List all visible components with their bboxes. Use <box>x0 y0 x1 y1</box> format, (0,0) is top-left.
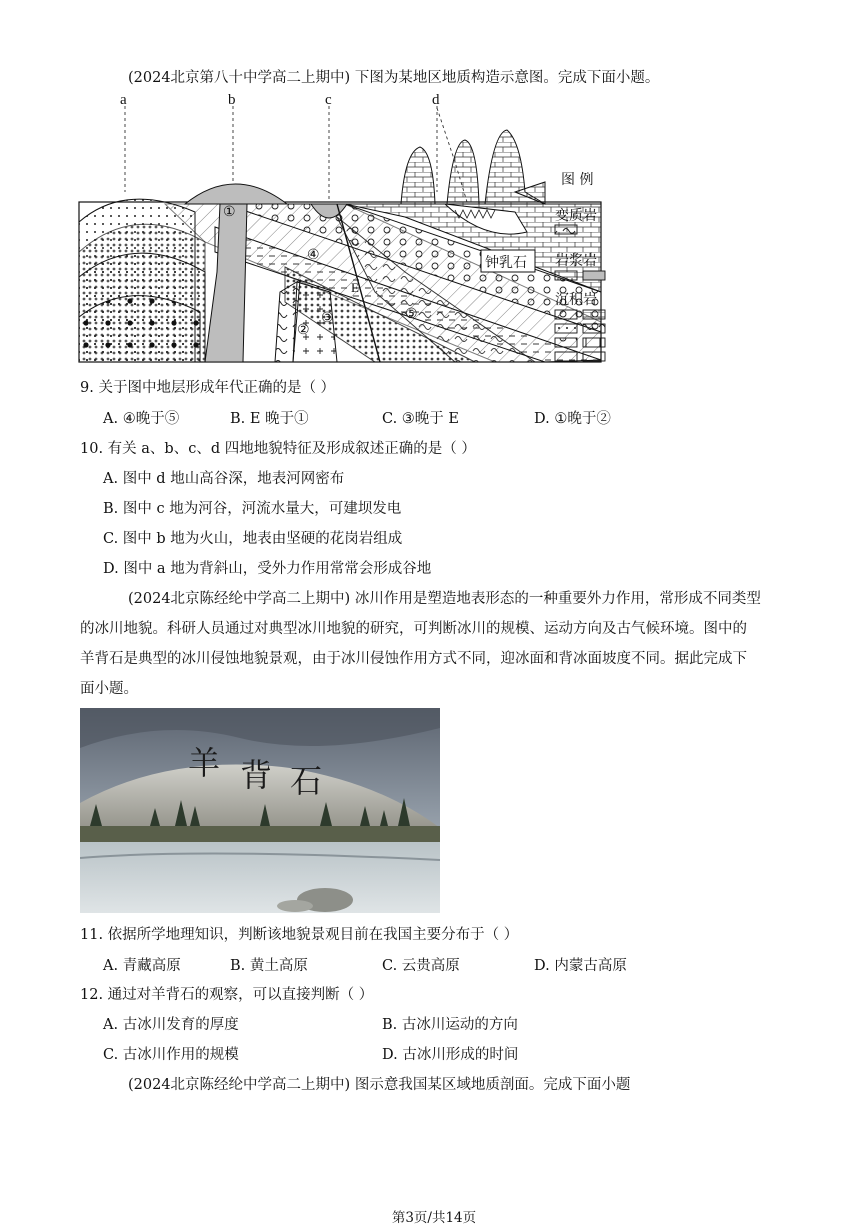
photo-title-char-3: 石 <box>290 762 323 800</box>
intro-question-set-2-line4: 面小题。 <box>80 681 138 697</box>
q10-option-a[interactable]: A. 图中 d 地山高谷深，地表河网密布 <box>103 471 345 487</box>
label-2: ② <box>297 323 310 338</box>
page-number-footer: 第3页/共14页 <box>391 1210 477 1226</box>
label-5: ⑤ <box>405 307 418 322</box>
legend-metamorphic: 变质岩 <box>555 208 597 224</box>
question-10-stem: 10. 有关 a、b、c、d 四地地貌特征及形成叙述正确的是（ ） <box>80 441 476 457</box>
label-1: ① <box>223 205 236 220</box>
label-3: ③ <box>321 311 334 326</box>
label-a: a <box>120 92 127 108</box>
q9-option-d[interactable]: D. ①晚于② <box>534 411 611 427</box>
q12-option-a[interactable]: A. 古冰川发育的厚度 <box>103 1017 239 1033</box>
geologic-structure-diagram <box>75 92 615 368</box>
legend-igneous: 岩浆岩 <box>555 253 597 269</box>
label-d: d <box>432 92 440 108</box>
question-11-stem: 11. 依据所学地理知识，判断该地貌景观目前在我国主要分布于（ ） <box>80 927 519 943</box>
label-stalactite: 钟乳石 <box>485 255 527 271</box>
label-e: E <box>351 280 359 295</box>
legend-title: 图 例 <box>561 172 594 188</box>
photo-title-char-2: 背 <box>240 756 273 794</box>
q12-option-c[interactable]: C. 古冰川作用的规模 <box>103 1047 239 1063</box>
q11-option-a[interactable]: A. 青藏高原 <box>103 958 181 974</box>
q12-option-d[interactable]: D. 古冰川形成的时间 <box>382 1047 519 1063</box>
q10-option-b[interactable]: B. 图中 c 地为河谷，河流水量大，可建坝发电 <box>103 501 402 517</box>
q9-option-c[interactable]: C. ③晚于 E <box>382 411 459 427</box>
intro-question-set-2-line1: (2024北京陈经纶中学高二上期中) 冰川作用是塑造地表形态的一种重要外力作用，常形成不同类型 <box>128 591 761 607</box>
intro-question-set-1: (2024北京第八十中学高二上期中) 下图为某地区地质构造示意图。完成下面小题。 <box>128 70 660 86</box>
label-c: c <box>325 92 332 108</box>
question-12-stem: 12. 通过对羊背石的观察，可以直接判断（ ） <box>80 987 374 1003</box>
intro-question-set-2-line3: 羊背石是典型的冰川侵蚀地貌景观，由于冰川侵蚀作用方式不同，迎冰面和背冰面坡度不同。据此完成下 <box>80 651 747 667</box>
q9-option-a[interactable]: A. ④晚于⑤ <box>103 411 180 427</box>
q10-option-d[interactable]: D. 图中 a 地为背斜山，受外力作用常常会形成谷地 <box>103 561 432 577</box>
q12-option-b[interactable]: B. 古冰川运动的方向 <box>382 1017 518 1033</box>
question-9-stem: 9. 关于图中地层形成年代正确的是（ ） <box>80 380 336 396</box>
q10-option-c[interactable]: C. 图中 b 地为火山，地表由坚硬的花岗岩组成 <box>103 531 403 547</box>
roche-moutonnee-photo <box>80 708 440 913</box>
label-b: b <box>228 92 236 108</box>
q9-option-b[interactable]: B. E 晚于① <box>230 411 309 427</box>
legend-sedimentary: 沉积岩 <box>555 292 597 308</box>
q11-option-d[interactable]: D. 内蒙古高原 <box>534 958 627 974</box>
q11-option-b[interactable]: B. 黄土高原 <box>230 958 308 974</box>
label-4: ④ <box>307 248 320 263</box>
intro-question-set-2-line2: 的冰川地貌。科研人员通过对典型冰川地貌的研究，可判断冰川的规模、运动方向及古气候环境。图中的 <box>80 621 747 637</box>
q11-option-c[interactable]: C. 云贵高原 <box>382 958 460 974</box>
photo-title-char-1: 羊 <box>188 744 221 782</box>
intro-question-set-3: (2024北京陈经纶中学高二上期中) 图示意我国某区域地质剖面。完成下面小题 <box>128 1077 631 1093</box>
